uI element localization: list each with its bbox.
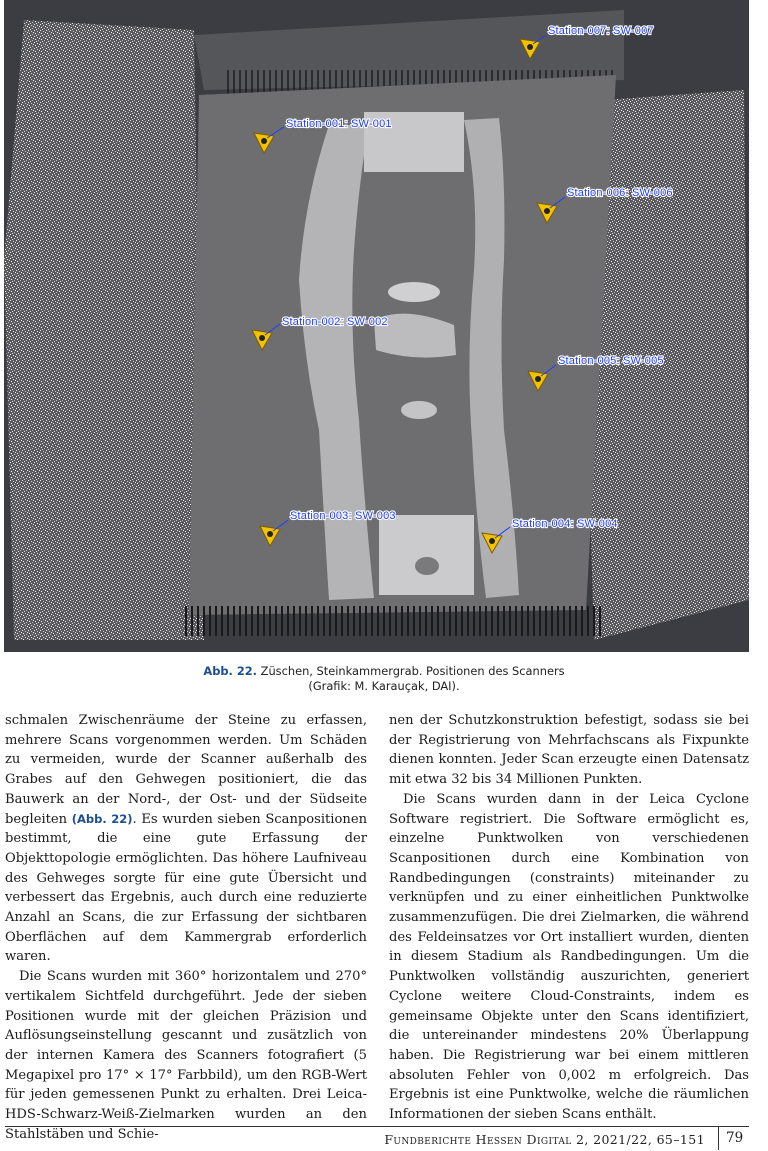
- text-column-right: [389, 711, 749, 1125]
- station-label-001: Station-001: SW-001: [286, 118, 392, 130]
- station-label-007: Station-007: SW-007: [548, 25, 654, 37]
- paragraph: schmalen Zwischenräume der Steine zu erfassen, mehrere Scans vorgenommen werden. Um Schäden zu vermeiden, wurde der Scanner außerhalb des Grabes auf den Gehwegen positioniert, die das Bauwerk an der Nord-, der Ost- und der Südseite begleiten (Abb. 22). Es wurden sieben Scanpositionen bestimmt, die eine gute Erfassung der Objekttopologie ermöglichten. Das höhere Laufniveau des Gehweges sorgte für eine gute Übersicht und verbessert das Ergebnis, auch durch eine reduzierte Anzahl an Scans, die zur Erfassung der sichtbaren Oberflächen auf dem Kammergrab erforderlich waren.: [5, 713, 367, 965]
- footer-rule: [5, 1126, 749, 1127]
- figure-number: Abb. 22.: [203, 664, 258, 678]
- caption-line-1: Züschen, Steinkammergrab. Positionen des Scanners: [257, 664, 565, 678]
- station-label-006: Station-006: SW-006: [567, 187, 673, 199]
- text-column-left: [5, 711, 367, 1144]
- journal-citation: Fundberichte Hessen Digital 2, 2021/22, 65–151: [384, 1132, 705, 1147]
- figure-caption: [0, 664, 768, 694]
- station-label-004: Station-004: SW-004: [512, 518, 618, 530]
- tomb-south-slab: [379, 515, 474, 595]
- figure-reference-link[interactable]: (Abb. 22): [71, 811, 133, 826]
- footer-separator: [718, 1126, 719, 1150]
- paragraph: Die Scans wurden dann in der Leica Cyclone Software registriert. Die Software ermöglicht es, einzelne Punktwolken von verschiedenen Scanpositionen durch eine Kombination von Randbedingungen (constraints) miteinander zu verknüpfen und zu einer einheitlichen Punktwolke zusammenzufügen. Die drei Zielmarken, die während des Feldeinsatzes vor Ort installiert wurden, dienten in diesem Stadium als Randbedingungen. Um die Punktwolken vollständig auszurichten, generiert Cyclone weitere Cloud-Constraints, indem es gemeinsame Objekte unter den Scans identifiziert, die untereinander mindestens 20% Überlappung haben. Die Registrierung war bei einem mittleren absoluten Fehler von 0,002 m erfolgreich. Das Ergebnis ist eine Punktwolke, welche die räumlichen Informationen der sieben Scans enthält.: [389, 791, 749, 1123]
- station-label-002: Station-002: SW-002: [282, 316, 388, 328]
- paragraph: nen der Schutzkonstruktion befestigt, sodass sie bei der Registrierung von Mehrfachscans als Fixpunkte dienen konnten. Jeder Scan erzeugte einen Datensatz mit etwa 32 bis 34 Millionen Punkten.: [389, 713, 749, 788]
- vegetation-left: [4, 20, 204, 640]
- station-label-003: Station-003: SW-003: [290, 510, 396, 522]
- point-cloud-figure: [4, 0, 749, 652]
- station-label-005: Station-005: SW-005: [558, 355, 664, 367]
- caption-line-2: (Grafik: M. Karauçak, DAI).: [308, 679, 460, 693]
- page-number: 79: [726, 1130, 744, 1146]
- paragraph: Die Scans wurden mit 360° horizontalem und 270° vertikalem Sichtfeld durchgeführt. Jede der sieben Positionen wurde mit der gleichen Präzision und Auflösungseinstellung gescannt und zusätzlich von der internen Kamera des Scanners fotografiert (5 Megapixel pro 17° × 17° Farbbild), um den RGB-Wert für jeden gemessenen Punkt zu erhalten. Drei Leica-HDS-Schwarz-Weiß-Zielmarken wurden an den Stahlstäben und Schie-: [5, 969, 367, 1142]
